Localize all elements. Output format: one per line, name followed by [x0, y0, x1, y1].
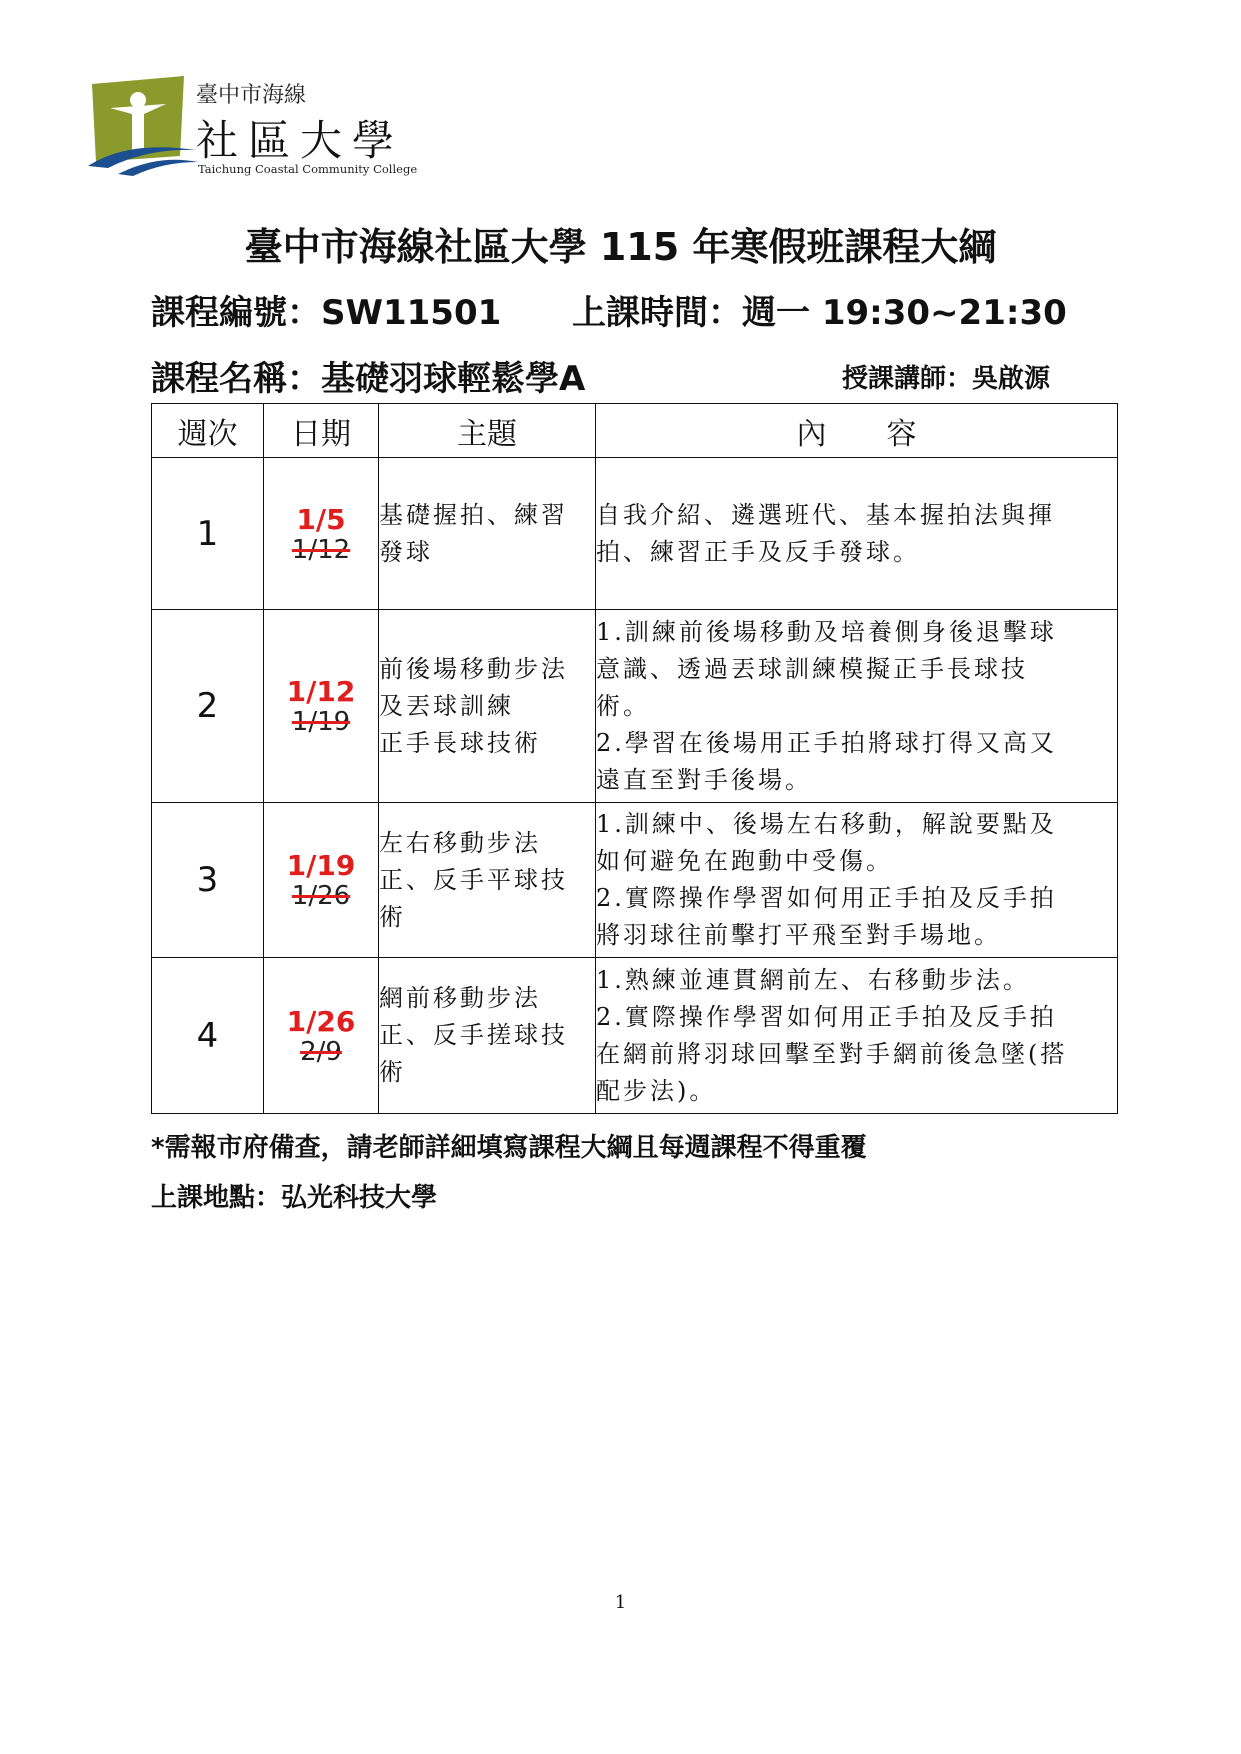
- table-row: [152, 610, 1118, 803]
- content-cell: [596, 958, 1118, 1114]
- content-cell: [596, 803, 1118, 958]
- topic-line: 及丟球訓練: [379, 691, 514, 720]
- topic-line: 左右移動步法: [379, 828, 541, 857]
- header-week: 週次: [152, 404, 264, 458]
- content-line: 1.熟練並連貫網前左、右移動步法。: [596, 965, 1030, 994]
- topic-line: 發球: [379, 537, 433, 566]
- topic-line: 前後場移動步法: [379, 654, 568, 683]
- syllabus-table: [151, 403, 1118, 1114]
- week-number: 4: [152, 958, 264, 1114]
- table-header-row: [152, 404, 1118, 458]
- logo-emblem-icon: [88, 70, 198, 180]
- college-logo: [88, 70, 448, 180]
- content-line: 如何避免在跑動中受傷。: [596, 847, 893, 875]
- content-line: 將羽球往前擊打平飛至對手場地。: [596, 921, 1001, 949]
- new-date: 1/12: [286, 675, 356, 708]
- content-cell: [596, 458, 1118, 610]
- table-row: [152, 803, 1118, 958]
- old-date-struck: 1/19: [291, 707, 351, 737]
- content-line: 術。: [596, 691, 650, 720]
- topic-line: 正、反手平球技: [379, 865, 568, 894]
- logo-main-text: 社區大學: [196, 116, 405, 165]
- instructor: 授課講師：吳啟源: [842, 364, 1051, 394]
- old-date-struck: 1/12: [291, 534, 351, 565]
- content-line: 意識、透過丟球訓練模擬正手長球技: [596, 654, 1028, 683]
- week-number: 1: [152, 458, 264, 610]
- header-content: 內 容: [596, 404, 1118, 458]
- date-cell: [264, 458, 379, 610]
- topic-line: 基礎握拍、練習: [379, 500, 568, 529]
- table-row: [152, 958, 1118, 1114]
- topic-line: 術: [379, 902, 406, 931]
- content-line: 自我介紹、遴選班代、基本握拍法與揮: [596, 500, 1055, 529]
- week-number: 2: [152, 610, 264, 803]
- topic-line: 網前移動步法: [379, 984, 541, 1012]
- content-cell: [596, 610, 1118, 803]
- topic-line: 正、反手搓球技: [379, 1021, 568, 1049]
- document-title: 臺中市海線社區大學 115 年寒假班課程大綱: [244, 225, 997, 269]
- content-line: 2.學習在後場用正手拍將球打得又高又: [596, 728, 1057, 757]
- content-line: 在網前將羽球回擊至對手網前後急墜(搭: [596, 1039, 1068, 1068]
- logo-english-text: Taichung Coastal Community College: [198, 162, 418, 176]
- date-cell: [264, 803, 379, 958]
- class-location: 上課地點：弘光科技大學: [151, 1183, 438, 1213]
- class-time: 上課時間：週一 19:30~21:30: [572, 293, 1067, 333]
- date-cell: [264, 958, 379, 1114]
- header-topic: 主題: [379, 404, 596, 458]
- course-code: 課程編號：SW11501: [151, 293, 502, 333]
- topic-line: 正手長球技術: [379, 728, 541, 757]
- content-line: 2.實際操作學習如何用正手拍及反手拍: [596, 884, 1057, 912]
- date-cell: [264, 610, 379, 803]
- old-date-struck: 1/26: [291, 881, 351, 911]
- week-number: 3: [152, 803, 264, 958]
- logo-top-text: 臺中市海線: [196, 83, 307, 108]
- note-text: *需報市府備查，請老師詳細填寫課程大綱且每週課程不得重覆: [151, 1133, 867, 1163]
- new-date: 1/5: [296, 502, 346, 536]
- content-line: 拍、練習正手及反手發球。: [596, 537, 920, 566]
- new-date: 1/19: [286, 849, 356, 882]
- topic-cell: [379, 958, 596, 1114]
- content-line: 1.訓練中、後場左右移動，解說要點及: [596, 810, 1057, 838]
- content-line: 2.實際操作學習如何用正手拍及反手拍: [596, 1002, 1057, 1031]
- new-date: 1/26: [286, 1004, 356, 1038]
- topic-cell: [379, 458, 596, 610]
- old-date-struck: 2/9: [300, 1036, 342, 1067]
- course-name: 課程名稱：基礎羽球輕鬆學A: [151, 359, 586, 399]
- page-number: 1: [614, 1592, 627, 1613]
- table-row: [152, 458, 1118, 610]
- topic-cell: [379, 610, 596, 803]
- topic-cell: [379, 803, 596, 958]
- content-line: 遠直至對手後場。: [596, 765, 812, 794]
- topic-line: 術: [379, 1058, 406, 1086]
- header-date: 日期: [264, 404, 379, 458]
- content-line: 配步法)。: [596, 1076, 717, 1105]
- content-line: 1.訓練前後場移動及培養側身後退擊球: [596, 617, 1057, 646]
